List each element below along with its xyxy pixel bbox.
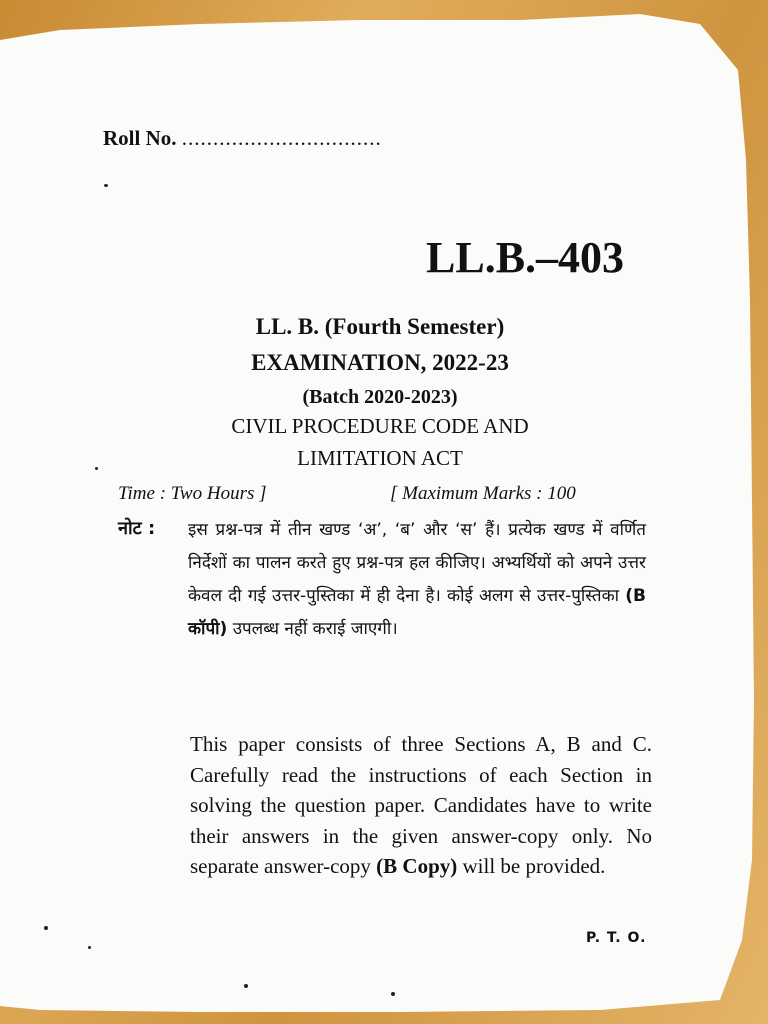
english-instructions-text: This paper consists of three Sections A, B and C. Carefully read the instructions of each Section in solving the question paper. Candidates have to write their answers in the given answer-copy only. No separate answer-copy bbox=[190, 732, 652, 878]
ink-speck bbox=[104, 184, 108, 187]
hindi-b-copy: (B कॉपी) bbox=[188, 586, 646, 639]
maximum-marks: [ Maximum Marks : 100 bbox=[390, 483, 576, 504]
roll-number-field bbox=[103, 126, 382, 151]
exam-duration: Time : Two Hours ] bbox=[118, 483, 267, 504]
exam-title: EXAMINATION, 2022-23 bbox=[251, 350, 509, 375]
ink-speck bbox=[95, 467, 98, 470]
roll-number-dots: ................................ bbox=[181, 126, 382, 150]
english-b-copy: (B Copy) bbox=[376, 854, 458, 878]
please-turn-over: P. T. O. bbox=[586, 930, 647, 946]
subject-title-line2: LIMITATION ACT bbox=[297, 446, 463, 470]
ink-speck bbox=[44, 926, 48, 930]
batch-title: (Batch 2020-2023) bbox=[302, 386, 458, 408]
paper-code: LL.B.–403 bbox=[426, 233, 625, 282]
subject-title-line1: CIVIL PROCEDURE CODE AND bbox=[231, 414, 529, 438]
roll-number-label: Roll No. bbox=[103, 126, 177, 150]
ink-speck bbox=[244, 984, 248, 988]
hindi-instructions-text: इस प्रश्न-पत्र में तीन खण्ड ‘अ’, ‘ब’ और ‘स’ हैं। प्रत्येक खण्ड में वर्णित निर्देशों का पालन करते हुए प्रश्न-पत्र हल कीजिए। अभ्यर्थियों को अपने उत्तर केवल दी गई उत्तर-पुस्तिका में ही देना है। कोई अलग से उत्तर-पुस्तिका bbox=[188, 520, 646, 606]
hindi-instructions bbox=[188, 514, 646, 646]
hindi-instructions-end: उपलब्ध नहीं कराई जाएगी। bbox=[232, 619, 398, 639]
english-instructions bbox=[190, 729, 652, 882]
english-instructions-end: will be provided. bbox=[462, 854, 606, 878]
note-label: नोट : bbox=[118, 518, 156, 539]
course-title: LL. B. (Fourth Semester) bbox=[255, 314, 505, 339]
ink-speck bbox=[88, 946, 91, 949]
ink-speck bbox=[391, 992, 395, 996]
